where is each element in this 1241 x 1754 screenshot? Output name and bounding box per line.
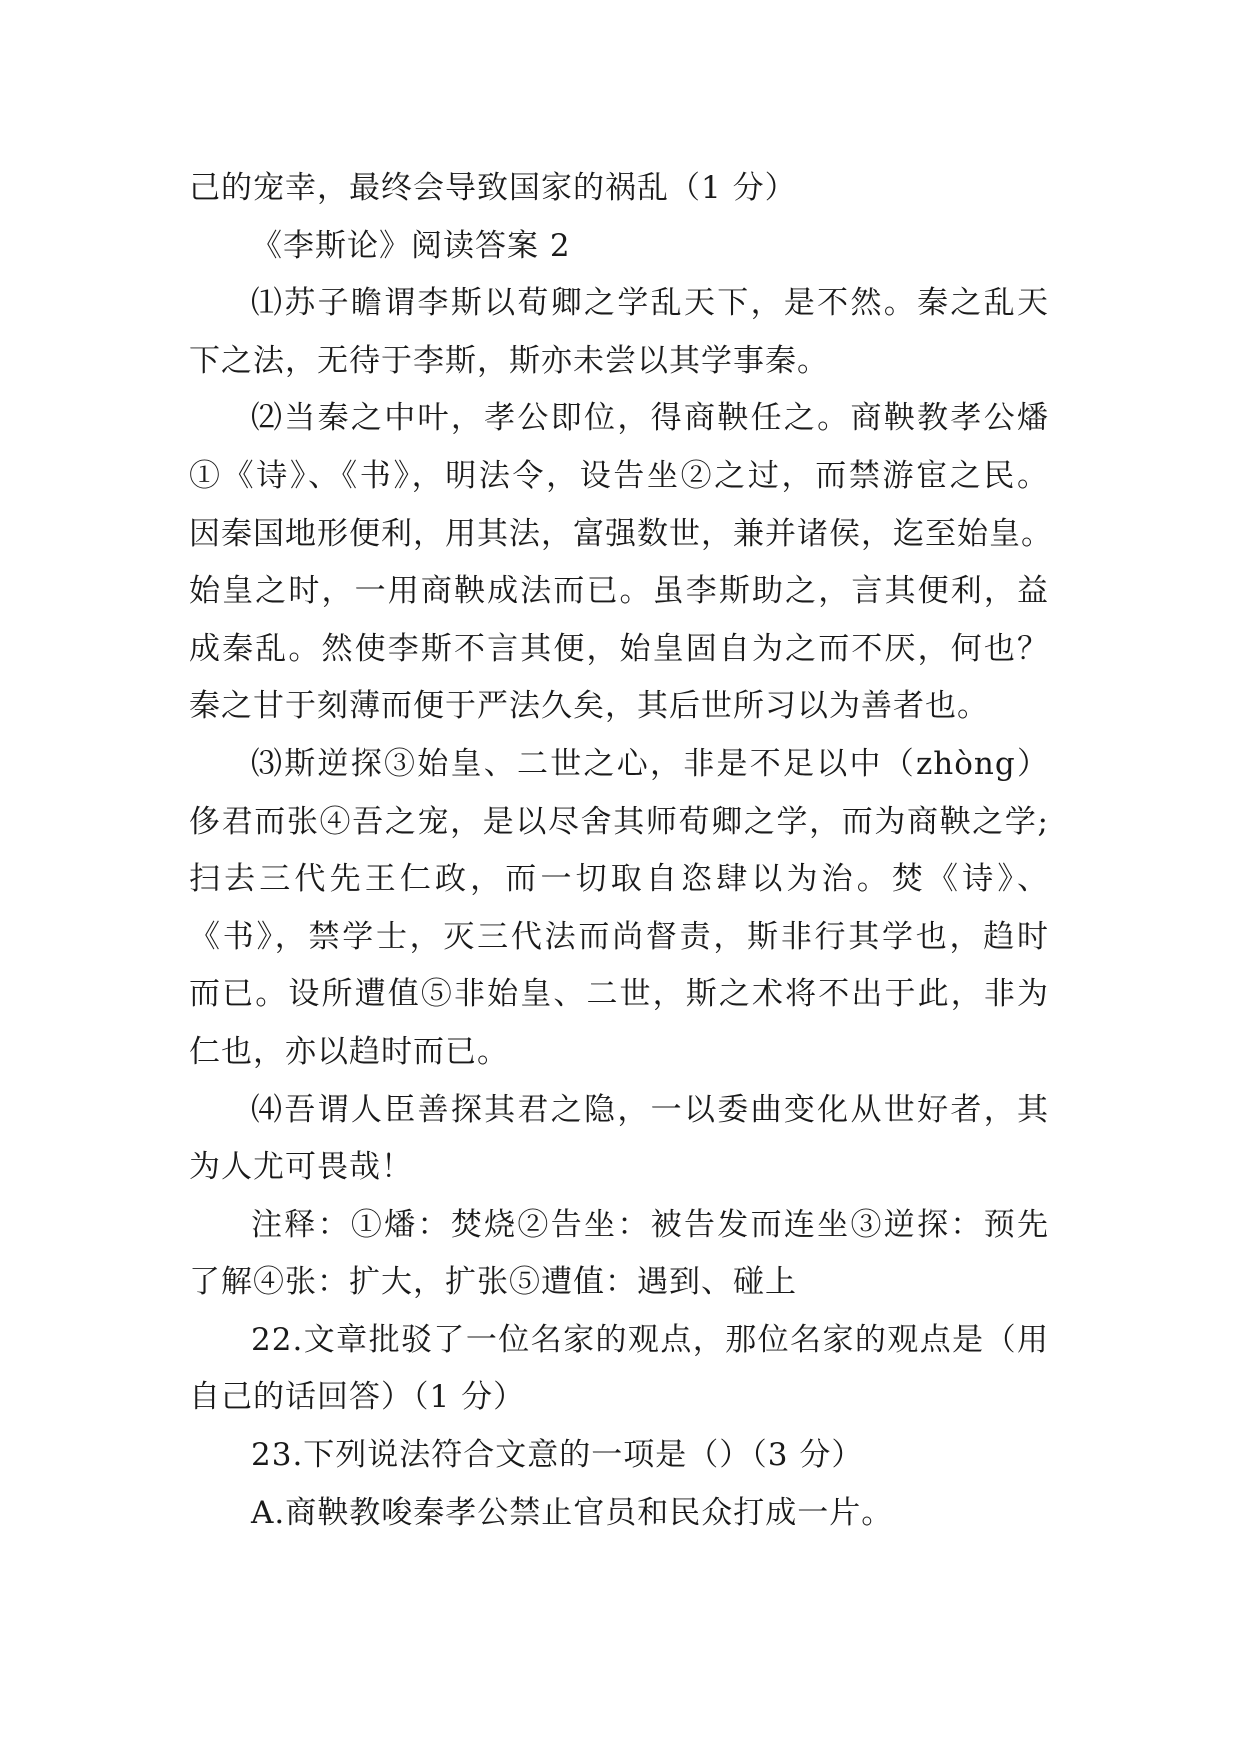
text-line-17: ⑷吾谓人臣善探其君之隐，一以委曲变化从世好者，其 (251, 1091, 1049, 1128)
section-heading: 《李斯论》阅读答案 2 (251, 227, 571, 264)
annotation-line-2: 了解④张：扩大，扩张⑤遭值：遇到、碰上 (189, 1264, 797, 1301)
text-line-16: 仁也，亦以趋时而已。 (189, 1033, 509, 1070)
text-line-14: 《书》，禁学士，灭三代法而尚督责，斯非行其学也，趋时 (189, 918, 1049, 955)
text-line-8: 始皇之时，一用商鞅成法而已。虽李斯助之，言其便利，益 (189, 573, 1049, 610)
annotation-line-1: 注释：①燔：焚烧②告坐：被告发而连坐③逆探：预先 (251, 1206, 1049, 1243)
text-line-3: ⑴苏子瞻谓李斯以荀卿之学乱天下，是不然。秦之乱天 (251, 285, 1049, 322)
text-line-9: 成秦乱。然使李斯不言其便，始皇固自为之而不厌，何也？ (189, 630, 1049, 667)
text-line-7: 因秦国地形便利，用其法，富强数世，兼并诸侯，迄至始皇。 (189, 515, 1053, 552)
text-line-1: 己的宠幸，最终会导致国家的祸乱（1 分） (189, 170, 797, 206)
text-line-11: ⑶斯逆探③始皇、二世之心，非是不足以中（zhòng） (251, 745, 1049, 782)
option-a: A.商鞅教唆秦孝公禁止官员和民众打成一片。 (251, 1494, 894, 1531)
text-line-5: ⑵当秦之中叶，孝公即位，得商鞅任之。商鞅教孝公燔 (251, 400, 1049, 437)
text-line-10: 秦之甘于刻薄而便于严法久矣，其后世所习以为善者也。 (189, 688, 989, 725)
question-23: 23.下列说法符合文意的一项是（）（3 分） (251, 1437, 864, 1474)
text-line-15: 而已。设所遭值⑤非始皇、二世，斯之术将不出于此，非为 (189, 976, 1049, 1013)
text-line-12: 侈君而张④吾之宠，是以尽舍其师荀卿之学，而为商鞅之学; (189, 803, 1049, 840)
text-line-13: 扫去三代先王仁政，而一切取自恣肆以为治。焚《诗》、 (189, 861, 1049, 898)
text-line-4: 下之法，无待于李斯，斯亦未尝以其学事秦。 (189, 342, 829, 379)
question-22-line-1: 22.文章批驳了一位名家的观点，那位名家的观点是（用 (251, 1321, 1049, 1358)
document-body (189, 160, 1053, 1542)
question-22-line-2: 自己的话回答）（1 分） (189, 1379, 526, 1416)
text-line-6: ①《诗》、《书》，明法令，设告坐②之过，而禁游宦之民。 (189, 457, 1049, 494)
text-line-18: 为人尤可畏哉！ (189, 1149, 413, 1186)
